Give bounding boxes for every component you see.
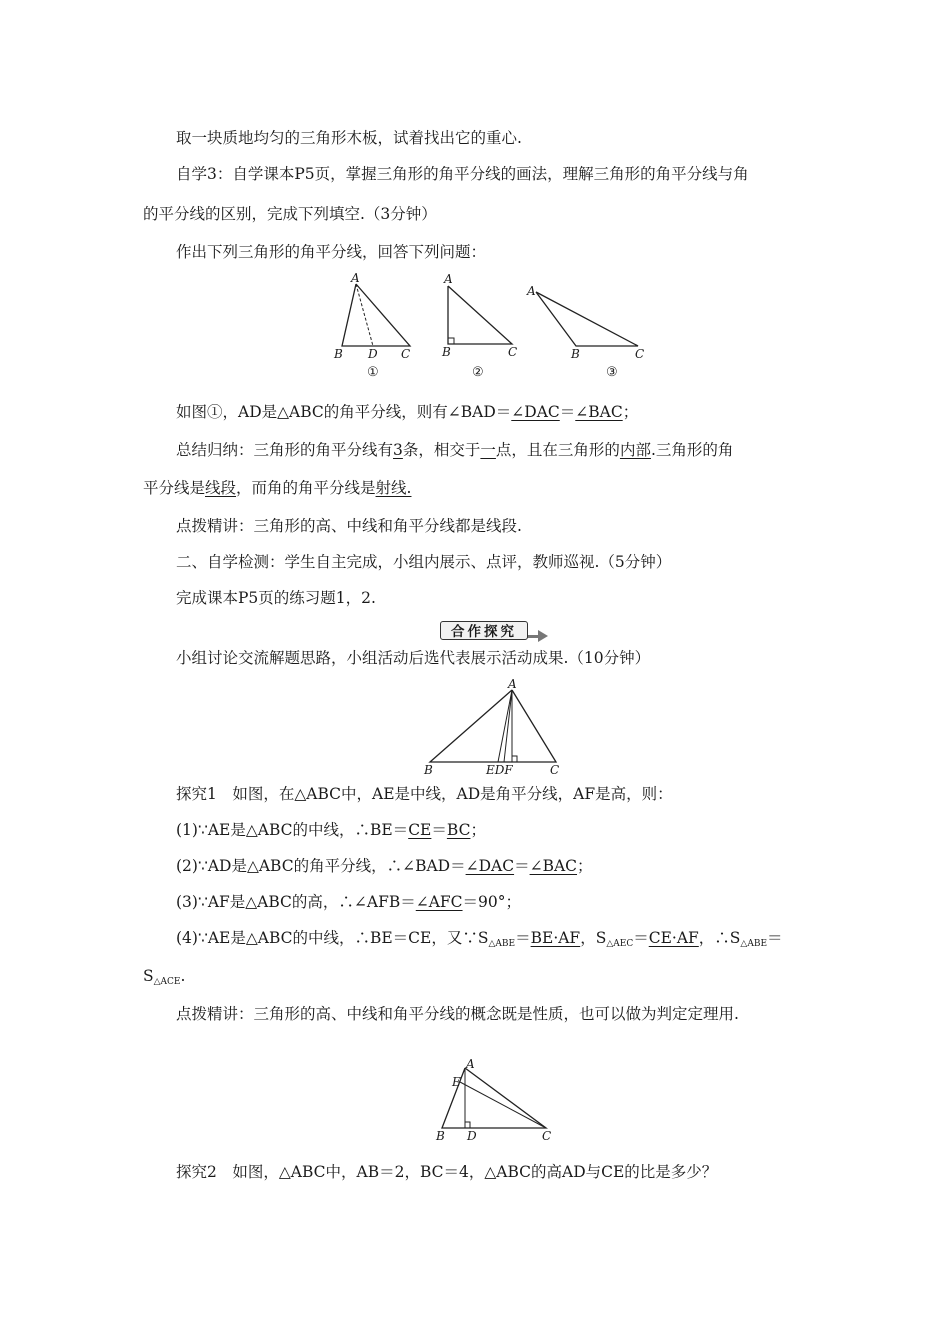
blank-answer: CE — [408, 821, 432, 839]
fig4-label-edf: EDF — [486, 763, 513, 777]
text-segment: (1)∵AE是△ABC的中线，∴BE＝ — [176, 821, 409, 839]
blank-answer: ∠DAC — [465, 857, 515, 875]
fig2-label-a: A — [444, 272, 453, 286]
text-segment: ，S — [580, 929, 607, 947]
text-segment: ； — [577, 857, 593, 875]
text-segment: ，∴S — [698, 929, 741, 947]
text-segment: ； — [470, 821, 486, 839]
question-2 — [176, 856, 593, 876]
fig3-label-c: C — [635, 347, 645, 361]
fig5-label-d: D — [467, 1129, 477, 1143]
triangle-figure-3 — [520, 278, 660, 382]
blank-answer: 射线. — [375, 479, 412, 497]
question-3 — [176, 892, 521, 912]
fig5-label-e: E — [452, 1075, 461, 1089]
fig3-label-b: B — [571, 347, 580, 361]
text-segment: (3)∵AF是△ABC的高，∴∠AFB＝ — [176, 893, 416, 911]
text-segment: 如图①，AD是△ABC的角平分线，则有∠BAD＝ — [176, 403, 512, 421]
question-4-line2 — [143, 966, 185, 992]
blank-answer: 内部 — [619, 441, 651, 459]
paragraph-exploration-1: 探究1 如图，在△ABC中，AE是中线，AD是角平分线，AF是高，则： — [176, 785, 673, 803]
fig5-label-a: A — [466, 1057, 475, 1071]
text-segment: ＝ — [767, 929, 783, 947]
subscript: △ABE — [740, 939, 768, 949]
text-segment: (4)∵AE是△ABC的中线，∴BE＝CE，又∵S — [176, 929, 489, 947]
paragraph-fig1-bisector — [176, 402, 638, 422]
blank-answer: ∠DAC — [511, 403, 560, 421]
blank-answer: ∠BAC — [575, 403, 623, 421]
triangle-figure-2 — [438, 272, 528, 382]
paragraph-instruction: 作出下列三角形的角平分线，回答下列问题： — [176, 243, 487, 261]
fig5-label-b: B — [436, 1129, 445, 1143]
fig2-caption: ② — [472, 365, 484, 380]
section-banner — [440, 621, 546, 643]
text-segment: ＝ — [431, 821, 447, 839]
fig1-label-a: A — [351, 271, 360, 285]
text-segment: ＝ — [514, 857, 530, 875]
fig5-label-c: C — [542, 1129, 552, 1143]
text-segment: ＝90°； — [462, 893, 522, 911]
fig1-caption: ① — [367, 365, 379, 380]
subscript: △ABE — [488, 939, 516, 949]
text-segment: ＝ — [559, 403, 576, 421]
triangle-figure-1 — [330, 272, 420, 382]
subscript: △ACE — [153, 977, 181, 987]
blank-answer: BC — [446, 821, 471, 839]
fig1-label-c: C — [401, 347, 411, 361]
paragraph-centroid-task: 取一块质地均匀的三角形木板，试着找出它的重心. — [176, 129, 522, 147]
fig1-label-d: D — [368, 347, 378, 361]
blank-answer: 线段 — [205, 479, 237, 497]
paragraph-exercises: 完成课本P5页的练习题1，2. — [176, 589, 376, 607]
paragraph-tip-1: 点拨精讲：三角形的高、中线和角平分线都是线段. — [176, 517, 522, 535]
fig2-label-b: B — [442, 345, 451, 359]
banner-arrowhead-icon — [538, 630, 548, 642]
fig1-label-b: B — [334, 347, 343, 361]
blank-answer: 3 — [393, 441, 403, 459]
fig4-label-c: C — [550, 763, 560, 777]
text-segment: .三角形的角 — [650, 441, 734, 459]
fig3-label-a: A — [527, 284, 536, 298]
fig4-label-a: A — [508, 677, 517, 691]
paragraph-tip-2: 点拨精讲：三角形的高、中线和角平分线的概念既是性质，也可以做为判定定理用. — [176, 1005, 739, 1023]
text-segment: S — [143, 967, 154, 985]
paragraph-self-study-3-line2: 的平分线的区别，完成下列填空.（3分钟） — [143, 205, 437, 223]
triangle-figure-5 — [430, 1056, 560, 1146]
fig3-caption: ③ — [606, 365, 618, 380]
blank-answer: 一 — [480, 441, 496, 459]
paragraph-self-study-3-line1: 自学3：自学课本P5页，掌握三角形的角平分线的画法，理解三角形的角平分线与角 — [176, 165, 749, 183]
paragraph-summary-line1 — [176, 440, 733, 460]
blank-answer: ∠BAC — [529, 857, 578, 875]
text-segment: 总结归纳：三角形的角平分线有 — [176, 441, 394, 459]
question-4-line1 — [176, 928, 783, 954]
blank-answer: CE·AF — [648, 929, 699, 947]
text-segment: 条，相交于 — [402, 441, 481, 459]
paragraph-group-discussion: 小组讨论交流解题思路，小组活动后选代表展示活动成果.（10分钟） — [176, 649, 651, 667]
paragraph-self-check: 二、自学检测：学生自主完成，小组内展示、点评，教师巡视.（5分钟） — [176, 553, 672, 571]
fig2-label-c: C — [508, 345, 518, 359]
subscript: △AEC — [606, 939, 634, 949]
text-segment: ； — [622, 403, 639, 421]
fig4-label-b: B — [424, 763, 433, 777]
blank-answer: ∠AFC — [415, 893, 463, 911]
text-segment: ＝ — [633, 929, 649, 947]
question-1 — [176, 820, 486, 840]
text-segment: . — [180, 967, 186, 985]
paragraph-summary-line2 — [143, 478, 411, 498]
paragraph-exploration-2: 探究2 如图，△ABC中，AB＝2，BC＝4，△ABC的高AD与CE的比是多少？ — [176, 1163, 718, 1181]
text-segment: (2)∵AD是△ABC的角平分线，∴∠BAD＝ — [176, 857, 466, 875]
banner-label: 合作探究 — [451, 624, 517, 640]
text-segment: 平分线是 — [143, 479, 206, 497]
blank-answer: BE·AF — [530, 929, 581, 947]
triangle-figure-4 — [420, 677, 570, 777]
text-segment: 点，且在三角形的 — [495, 441, 620, 459]
text-segment: ＝ — [515, 929, 531, 947]
text-segment: ，而角的角平分线是 — [236, 479, 376, 497]
